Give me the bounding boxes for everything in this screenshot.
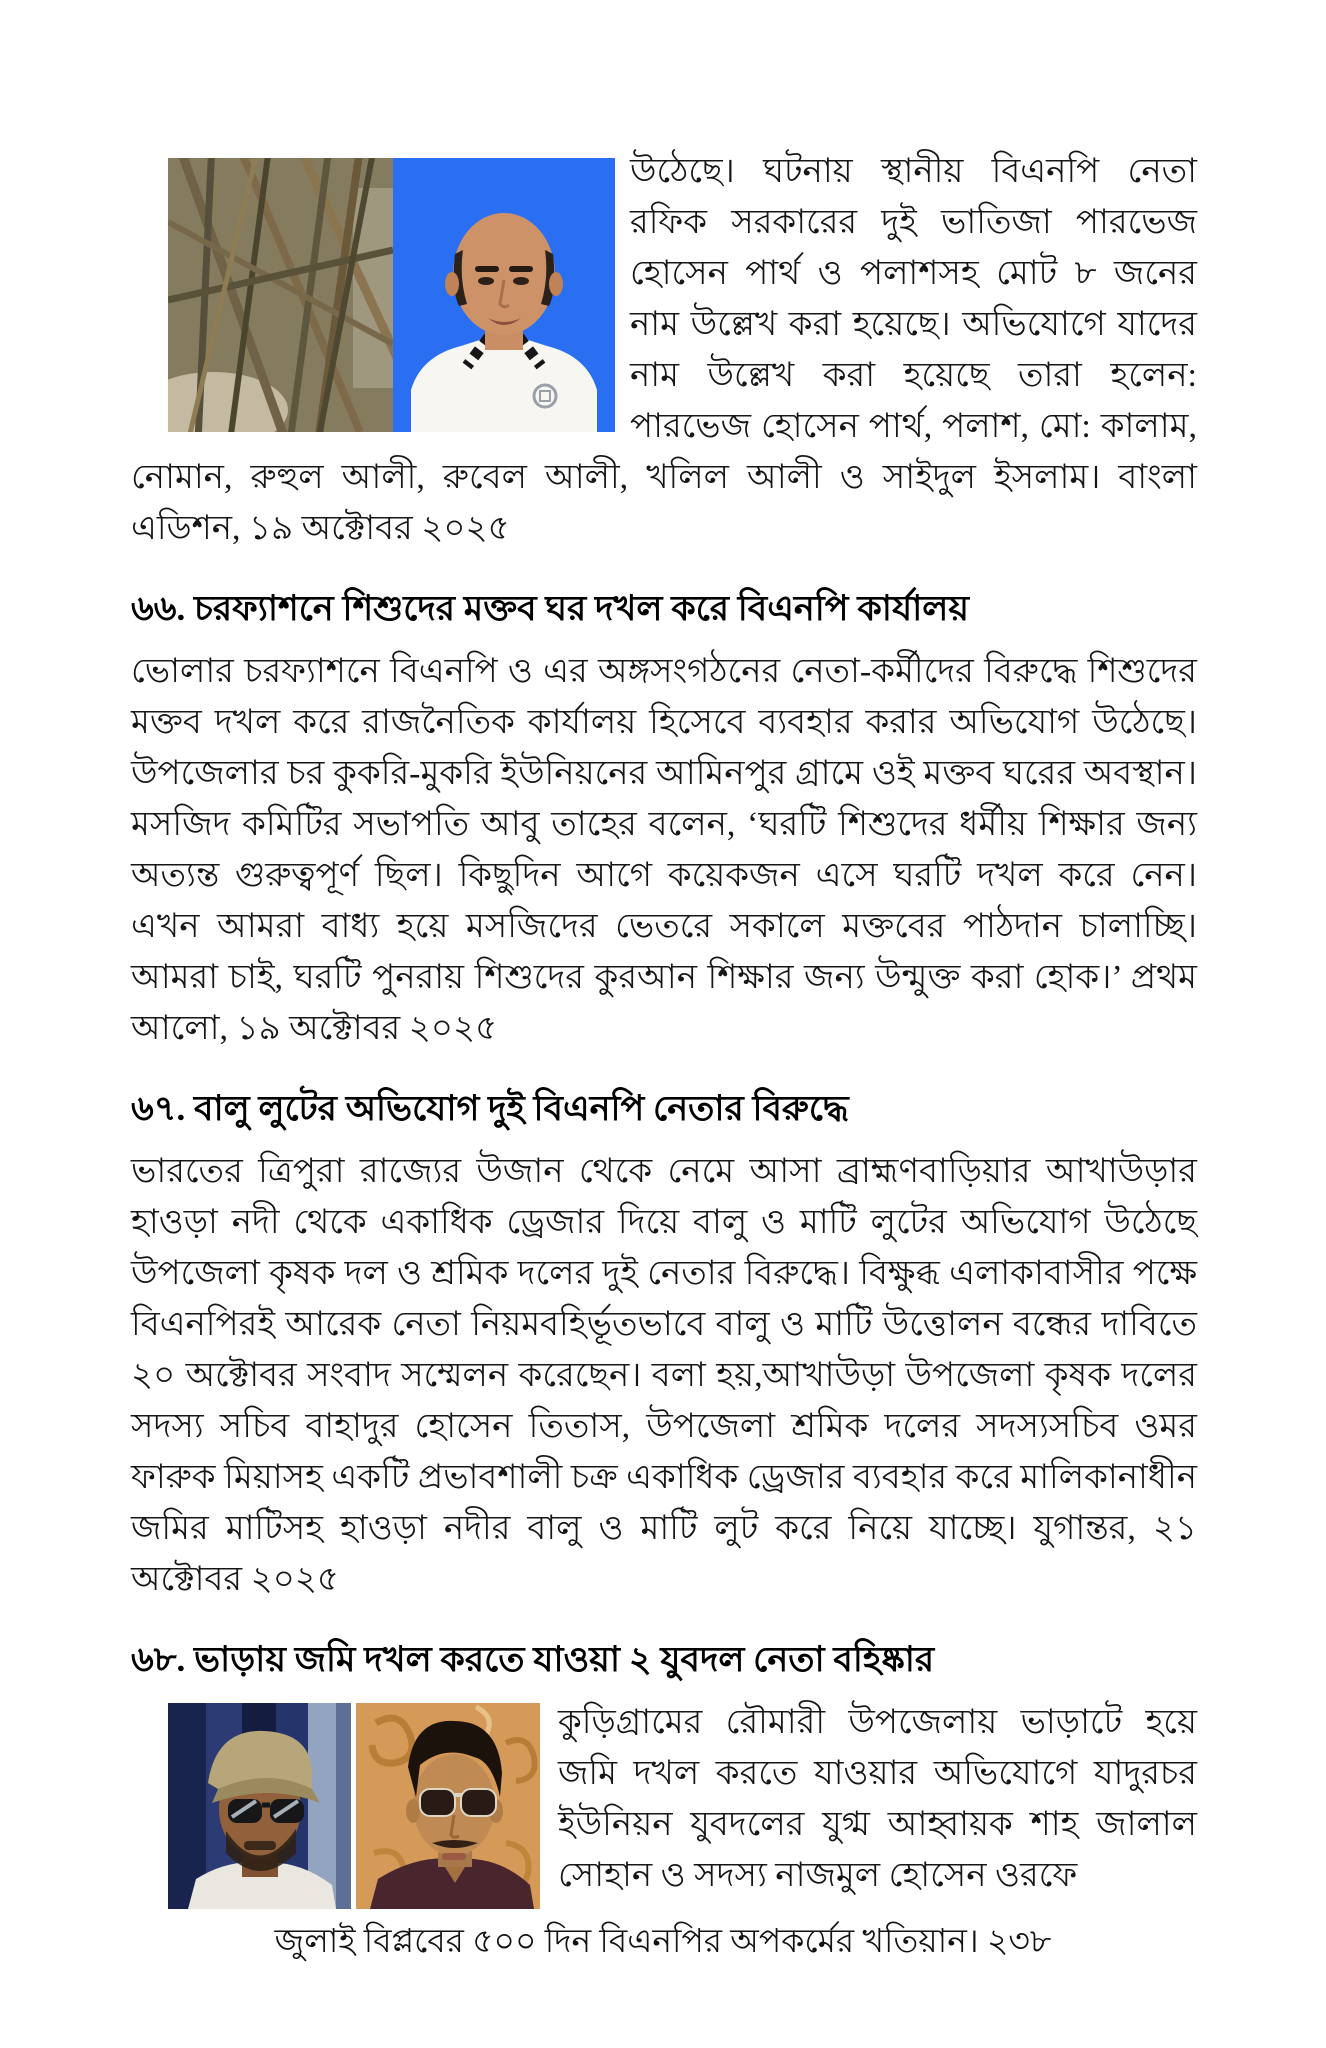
scrap-metal-rods-photo [168, 158, 393, 432]
intro-section [131, 146, 1197, 554]
intro-paragraph-text: উঠেছে। ঘটনায় স্থানীয় বিএনপি নেতা রফিক সরকারের দুই ভাতিজা পারভেজ হোসেন পার্থ ও পলাশসহ মোট ৮ জনের নাম উল্লেখ করা হয়েছে। অভিযোগে যাদের নাম উল্লেখ করা হয়েছে তারা হলেন: পারভেজ হোসেন পার্থ, পলাশ, মো: কালাম, নোমান, রুহুল আলী, রুবেল আলী, খলিল আলী ও সাইদুল ইসলাম। বাংলা এডিশন, ১৯ অক্টোবর ২০২৫ [131, 153, 1197, 547]
section-68-paragraph [131, 1697, 1197, 1901]
section-66-heading: ৬৬. চরফ্যাশনে শিশুদের মক্তব ঘর দখল করে বিএনপি কার্যালয় [131, 589, 969, 628]
page-content [131, 0, 1197, 1917]
section-66 [131, 585, 1197, 1054]
section-67-paragraph: ভারতের ত্রিপুরা রাজ্যের উজান থেকে নেমে আসা ব্রাহ্মণবাড়িয়ার আখাউড়ার হাওড়া নদী থেকে একাধিক ড্রেজার দিয়ে বালু ও মাটি লুটের অভিযোগ উঠেছে উপজেলা কৃষক দল ও শ্রমিক দলের দুই নেতার বিরুদ্ধে। বিক্ষুব্ধ এলাকাবাসীর পক্ষে বিএনপিরই আরেক নেতা নিয়মবহির্ভূতভাবে বালু ও মাটি উত্তোলন বন্ধের দাবিতে ২০ অক্টোবর সংবাদ সম্মেলন করেছেন। বলা হয়,আখাউড়া উপজেলা কৃষক দলের সদস্য সচিব বাহাদুর হোসেন তিতাস, উপজেলা শ্রমিক দলের সদস্যসচিব ওমর ফারুক মিয়াসহ একটি প্রভাবশালী চক্র একাধিক ড্রেজার ব্যবহার করে মালিকানাধীন জমির মাটিসহ হাওড়া নদীর বালু ও মাটি লুট করে নিয়ে যাচ্ছে। যুগান্তর, ২১ অক্টোবর ২০২৫ [131, 1153, 1197, 1598]
man-with-cap-sunglasses-photo [168, 1703, 351, 1909]
section-68-paragraph-text: কুড়িগ্রামের রৌমারী উপজেলায় ভাড়াটে হয়ে জমি দখল করতে যাওয়ার অভিযোগে যাদুরচর ইউনিয়ন যুবদলের যুগ্ম আহ্বায়ক শাহ জালাল সোহান ও সদস্য নাজমুল হোসেন ওরফে [558, 1704, 1197, 1894]
page-footer [0, 1920, 1326, 1964]
section-68-photo-block [168, 1703, 540, 1909]
section-67 [131, 1085, 1197, 1605]
section-68-heading: ৬৮. ভাড়ায় জমি দখল করতে যাওয়া ২ যুবদল নেতা বহিষ্কার [131, 1640, 935, 1679]
portrait-bald-man-photo [393, 158, 615, 432]
man-with-sunglasses-maroon-shirt-photo [356, 1703, 540, 1909]
section-67-heading: ৬৭. বালু লুটের অভিযোগ দুই বিএনপি নেতার বিরুদ্ধে [131, 1089, 849, 1128]
intro-photo-block [168, 158, 615, 432]
section-66-paragraph: ভোলার চরফ্যাশনে বিএনপি ও এর অঙ্গসংগঠনের নেতা-কর্মীদের বিরুদ্ধে শিশুদের মক্তব দখল করে রাজনৈতিক কার্যালয় হিসেবে ব্যবহার করার অভিযোগ উঠেছে। উপজেলার চর কুকরি-মুকরি ইউনিয়নের আমিনপুর গ্রামে ওই মক্তব ঘরের অবস্থান। মসজিদ কমিটির সভাপতি আবু তাহের বলেন, ‘ঘরটি শিশুদের ধর্মীয় শিক্ষার জন্য অত্যন্ত গুরুত্বপূর্ণ ছিল। কিছুদিন আগে কয়েকজন এসে ঘরটি দখল করে নেন। এখন আমরা বাধ্য হয়ে মসজিদের ভেতরে সকালে মক্তবের পাঠদান চালাচ্ছি। আমরা চাই, ঘরটি পুনরায় শিশুদের কুরআন শিক্ষার জন্য উন্মুক্ত করা হোক।’ প্রথম আলো, ১৯ অক্টোবর ২০২৫ [131, 653, 1197, 1047]
section-68 [131, 1636, 1197, 1917]
intro-paragraph [131, 146, 1197, 554]
footer-text: জুলাই বিপ্লবের ৫০০ দিন বিএনপির অপকর্মের খতিয়ান। ২৩৮ [274, 1924, 1052, 1960]
